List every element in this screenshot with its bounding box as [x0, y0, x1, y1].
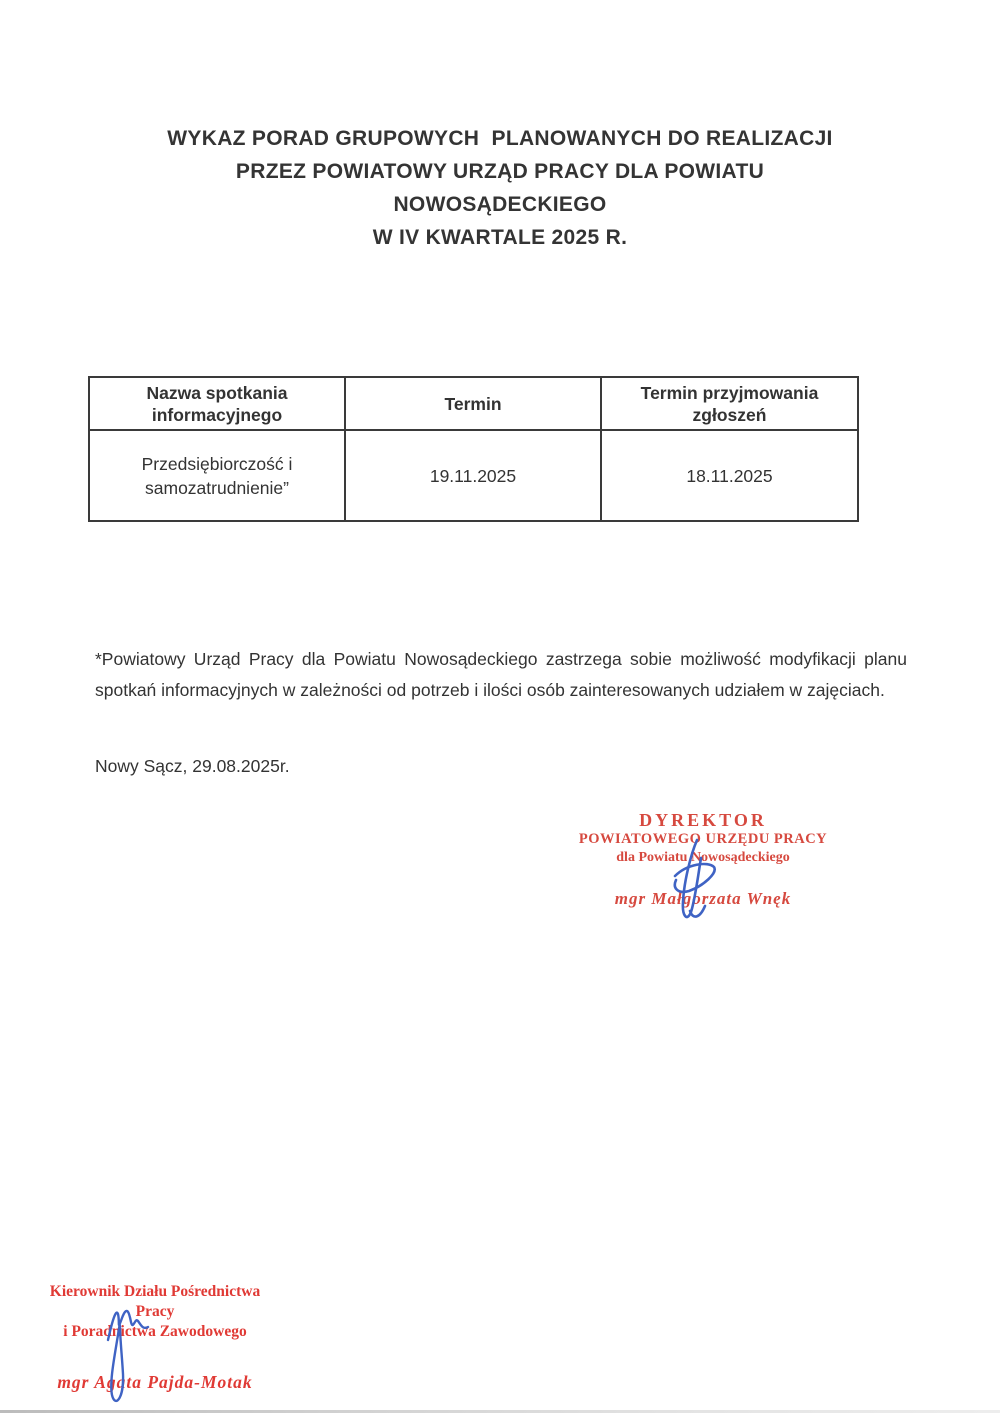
director-stamp-district: dla Powiatu Nowosądeckiego: [616, 850, 790, 865]
title-line-2: PRZEZ POWIATOWY URZĄD PRACY DLA POWIATU: [235, 160, 765, 183]
scan-artifact-line: [0, 1410, 1000, 1413]
dateline: Nowy Sącz, 29.08.2025r.: [95, 756, 290, 776]
header-date: Termin: [345, 377, 601, 430]
title-line-3: NOWOSĄDECKIEGO: [393, 193, 607, 216]
manager-signature: [100, 1296, 162, 1410]
title-line-1: WYKAZ PORAD GRUPOWYCH PLANOWANYCH DO REALIZACJI: [167, 127, 833, 150]
cell-date: 19.11.2025: [345, 430, 601, 521]
director-stamp-name: mgr Małgorzata Wnęk: [614, 889, 792, 908]
director-stamp-title: DYREKTOR: [639, 810, 767, 830]
table-header-row: [89, 377, 858, 430]
table-row: [89, 430, 858, 521]
director-stamp-office: POWIATOWEGO URZĘDU PRACY: [578, 831, 828, 847]
document-title: [0, 122, 1000, 254]
header-registration-deadline: Termin przyjmowania zgłoszeń: [601, 377, 858, 430]
header-meeting-name: Nazwa spotkania informacyjnego: [89, 377, 345, 430]
cell-registration-deadline: 18.11.2025: [601, 430, 858, 521]
director-signature: [655, 836, 727, 928]
title-line-4: W IV KWARTALE 2025 R.: [372, 226, 628, 249]
footnote-paragraph: *Powiatowy Urząd Pracy dla Powiatu Nowosądeckiego zastrzega sobie możliwość modyfikacji planu spotkań informacyjnych w zależności od potrzeb i ilości osób zainteresowanych udziałem w zajęciach.: [95, 649, 907, 700]
manager-stamp-name: mgr Agata Pajda-Motak: [57, 1372, 253, 1392]
schedule-table: [88, 376, 859, 522]
cell-meeting-name: Przedsiębiorczość i samozatrudnienie”: [89, 430, 345, 521]
manager-stamp-title-1: Kierownik Działu Pośrednictwa Pracy: [49, 1283, 261, 1320]
manager-stamp-title-2: i Poradnictwa Zawodowego: [63, 1323, 247, 1340]
